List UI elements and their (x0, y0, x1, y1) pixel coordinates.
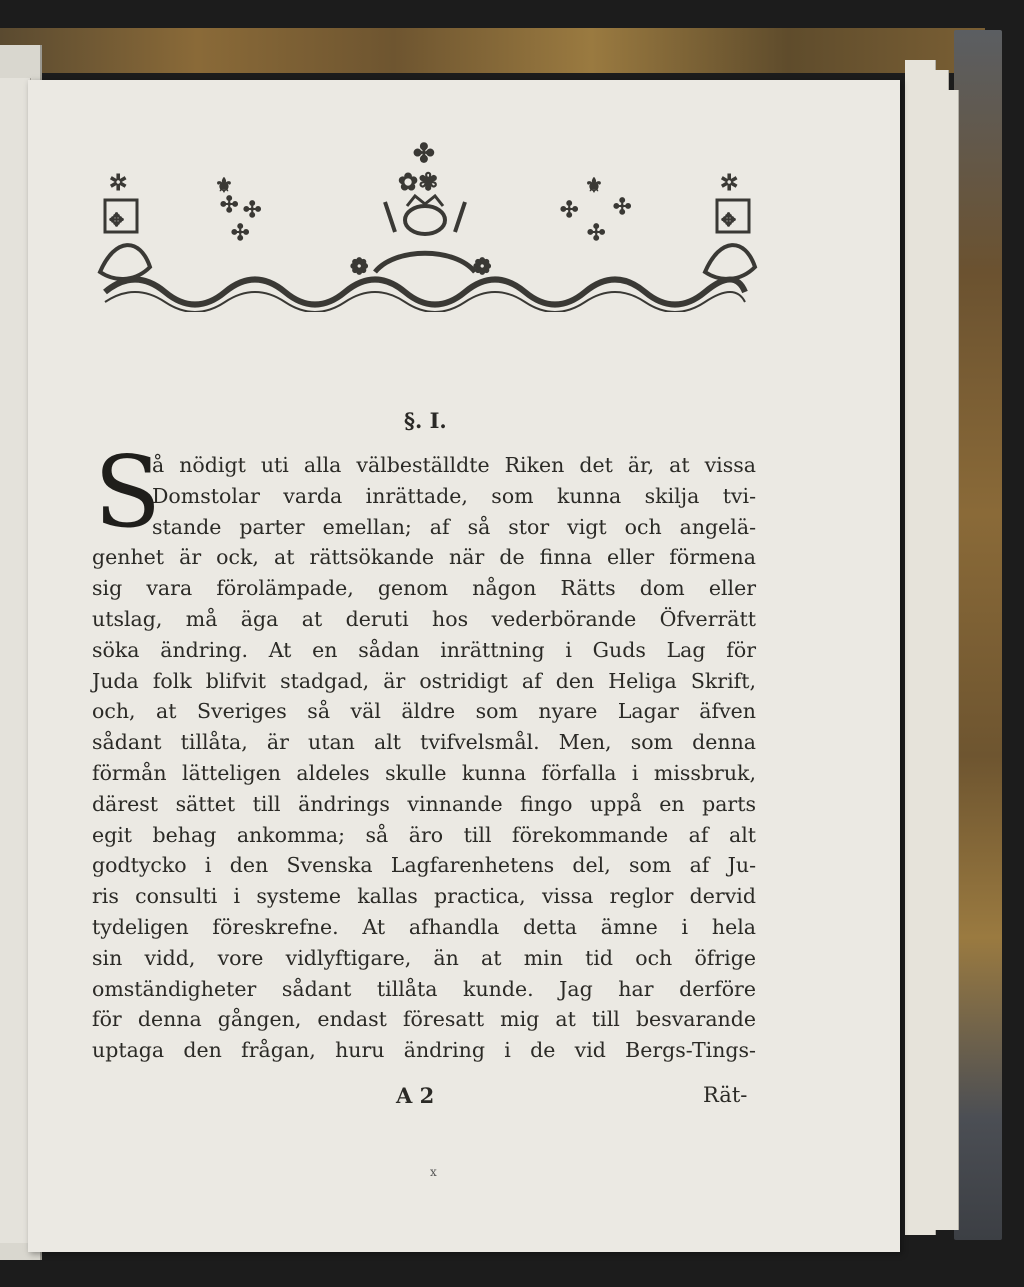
svg-text:✣: ✣ (220, 193, 239, 218)
text-line: och, at Sveriges så väl äldre som nyare Lagar äfven (92, 699, 756, 724)
svg-text:✥: ✥ (109, 210, 125, 231)
scroll-band (105, 280, 745, 305)
svg-text:⚜: ⚜ (585, 173, 603, 197)
body-text (92, 450, 756, 1066)
text-line: ris consulti i systeme kallas practica, vissa reglor dervid (92, 884, 756, 909)
text-line: Domstolar varda inrättade, som kunna skilja tvi- (152, 483, 756, 508)
text-line: sådant tillåta, är utan alt tvifvelsmål. Men, som denna (92, 730, 756, 755)
text-line: tydeligen föreskrefne. At afhandla detta ämne i hela (92, 914, 756, 939)
text-line: å nödigt uti alla välbeställdte Riken det är, at vissa (152, 453, 756, 477)
signature-mark: A 2 (396, 1083, 435, 1108)
section-heading: §. I. (404, 408, 447, 433)
svg-text:✲: ✲ (109, 171, 128, 196)
text-line: söka ändring. At en sådan inrättning i Guds Lag för (92, 637, 756, 662)
text-line: för denna gången, endast föresatt mig at till besvarande (92, 1007, 756, 1032)
book-cover-board (954, 30, 1002, 1240)
svg-text:✣: ✣ (613, 195, 632, 220)
headpiece-ornament (95, 142, 760, 312)
flower-ornament-right (560, 171, 755, 279)
svg-text:✤: ✤ (413, 142, 435, 169)
svg-text:❁: ❁ (473, 255, 492, 280)
text-line: genhet är ock, at rättsökande när de finna eller förmena (92, 545, 756, 570)
text-line: stande parter emellan; af så stor vigt och angelä- (152, 514, 756, 539)
svg-text:✲: ✲ (720, 171, 739, 196)
text-line: omständigheter sådant tillåta kunde. Jag har derföre (92, 976, 756, 1001)
svg-text:✣: ✣ (243, 198, 262, 223)
page-edge (928, 90, 959, 1230)
text-line: godtycko i den Svenska Lagfarenhetens del, som af Ju- (92, 853, 756, 878)
svg-text:✣: ✣ (231, 221, 250, 246)
text-line: sin vidd, vore vidlyftigare, än at min tid och öfrige (92, 945, 756, 970)
svg-text:❁: ❁ (350, 255, 369, 280)
text-line: förmån lätteligen aldeles skulle kunna förfalla i missbruk, (92, 760, 756, 785)
svg-text:✣: ✣ (587, 221, 606, 246)
text-line: uptaga den frågan, huru ändring i de vid Bergs-Tings- (92, 1038, 756, 1063)
drop-cap: S (94, 436, 162, 550)
bottom-mark: x (430, 1165, 437, 1179)
flower-ornament-left (100, 171, 261, 279)
text-line: Juda folk blifvit stadgad, är ostridigt af den Heliga Skrift, (92, 668, 756, 693)
crown-ornament (350, 142, 491, 280)
text-line: utslag, må äga at deruti hos vederbörande Öfverrätt (92, 606, 756, 631)
catchword: Rät- (703, 1083, 748, 1107)
text-line: egit behag ankomma; så äro till förekommande af alt (92, 822, 756, 847)
text-line: sig vara förolämpade, genom någon Rätts dom eller (92, 576, 756, 601)
svg-text:✿✾: ✿✾ (398, 168, 439, 196)
svg-text:✥: ✥ (721, 210, 737, 231)
svg-text:✣: ✣ (560, 198, 579, 223)
left-page-edge (0, 78, 31, 1243)
svg-text:⚜: ⚜ (215, 173, 233, 197)
text-line: därest sättet till ändrings vinnande fingo uppå en parts (92, 791, 756, 816)
book-spine-top (0, 28, 985, 73)
